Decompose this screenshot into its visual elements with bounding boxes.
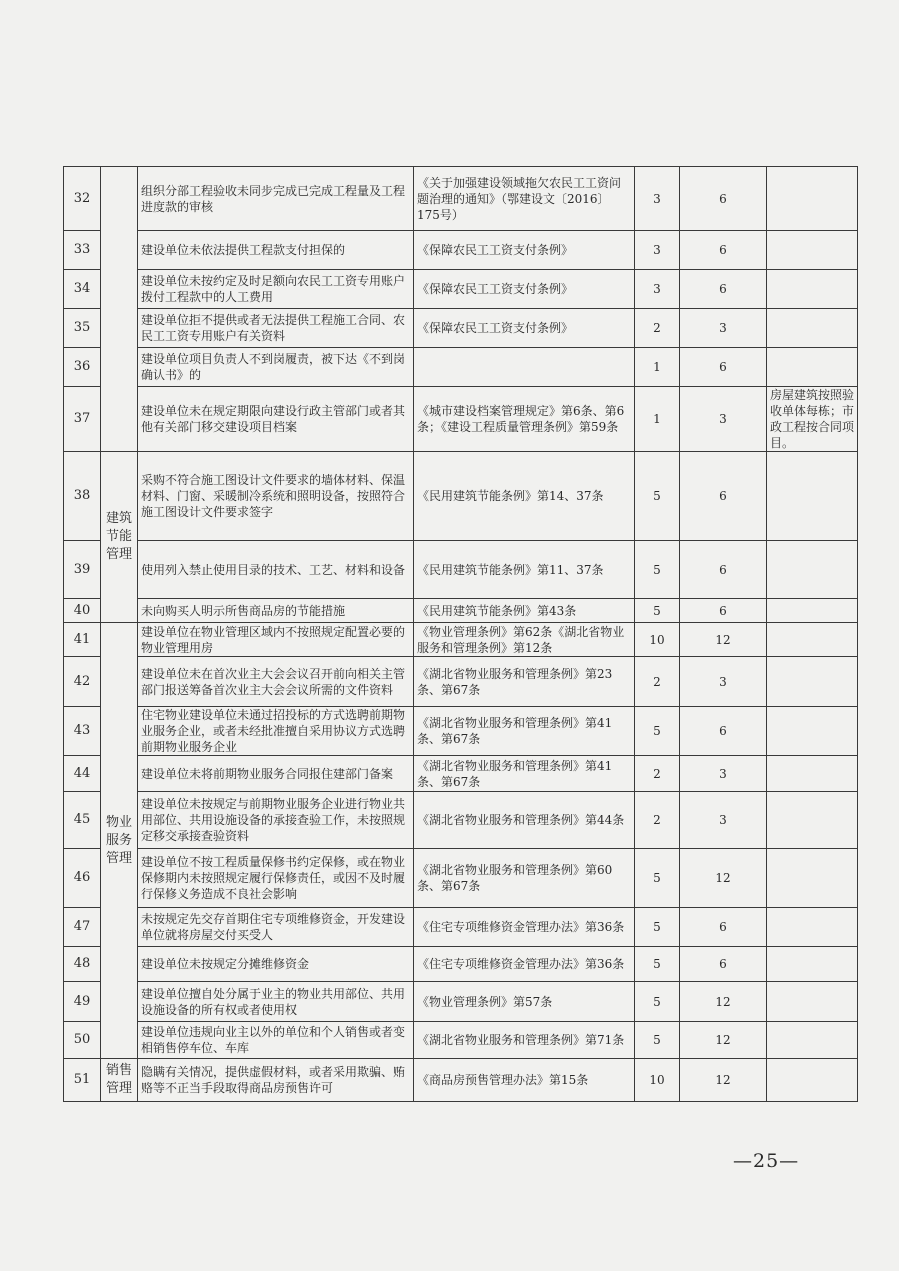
remark: [767, 541, 858, 599]
remark: [767, 657, 858, 707]
table-row: [64, 947, 858, 982]
remark: [767, 1022, 858, 1059]
violation-description: 建设单位未在规定期限向建设行政主管部门或者其他有关部门移交建设项目档案: [138, 387, 414, 452]
row-number: 32: [64, 167, 101, 231]
score-a: 2: [635, 657, 680, 707]
table-row: [64, 623, 858, 657]
remark: [767, 167, 858, 231]
table-row: [64, 452, 858, 541]
score-b: 6: [680, 947, 767, 982]
table-row: [64, 707, 858, 756]
remark: [767, 756, 858, 792]
legal-basis: 《保障农民工工资支付条例》: [414, 309, 635, 348]
remark: [767, 947, 858, 982]
row-number: 47: [64, 908, 101, 947]
legal-basis: 《城市建设档案管理规定》第6条、第6条；《建设工程质量管理条例》第59条: [414, 387, 635, 452]
legal-basis: 《民用建筑节能条例》第14、37条: [414, 452, 635, 541]
score-a: 5: [635, 707, 680, 756]
table-row: [64, 348, 858, 387]
row-number: 36: [64, 348, 101, 387]
legal-basis: 《物业管理条例》第62条《湖北省物业服务和管理条例》第12条: [414, 623, 635, 657]
remark: [767, 309, 858, 348]
row-number: 43: [64, 707, 101, 756]
violation-description: 建设单位未在首次业主大会会议召开前向相关主管部门报送筹备首次业主大会会议所需的文件资料: [138, 657, 414, 707]
row-number: 34: [64, 270, 101, 309]
score-a: 5: [635, 849, 680, 908]
violation-description: 建设单位不按工程质量保修书约定保修，或在物业保修期内未按照规定履行保修责任，或因不及时履行保修义务造成不良社会影响: [138, 849, 414, 908]
score-b: 3: [680, 756, 767, 792]
category-sales: 销售管理: [101, 1059, 138, 1102]
remark: [767, 1059, 858, 1102]
remark: 房屋建筑按照验收单体每栋；市政工程按合同项目。: [767, 387, 858, 452]
row-number: 49: [64, 982, 101, 1022]
score-b: 6: [680, 231, 767, 270]
legal-basis: 《湖北省物业服务和管理条例》第71条: [414, 1022, 635, 1059]
category-energy: 建筑节能管理: [101, 452, 138, 623]
table-row: [64, 270, 858, 309]
table-row: [64, 309, 858, 348]
score-a: 10: [635, 623, 680, 657]
row-number: 35: [64, 309, 101, 348]
violation-description: 组织分部工程验收未同步完成已完成工程量及工程进度款的审核: [138, 167, 414, 231]
score-b: 12: [680, 1059, 767, 1102]
legal-basis: 《湖北省物业服务和管理条例》第41条、第67条: [414, 707, 635, 756]
score-a: 5: [635, 452, 680, 541]
legal-basis: 《商品房预售管理办法》第15条: [414, 1059, 635, 1102]
score-b: 6: [680, 270, 767, 309]
violation-description: 住宅物业建设单位未通过招投标的方式选聘前期物业服务企业，或者未经批准擅自采用协议方式选聘前期物业服务企业: [138, 707, 414, 756]
row-number: 44: [64, 756, 101, 792]
score-a: 5: [635, 1022, 680, 1059]
row-number: 48: [64, 947, 101, 982]
violation-description: 建设单位未依法提供工程款支付担保的: [138, 231, 414, 270]
table-row: [64, 849, 858, 908]
score-b: 6: [680, 599, 767, 623]
table-row: [64, 756, 858, 792]
violation-description: 建设单位未按规定分摊维修资金: [138, 947, 414, 982]
score-b: 6: [680, 167, 767, 231]
score-b: 12: [680, 982, 767, 1022]
legal-basis: 《民用建筑节能条例》第11、37条: [414, 541, 635, 599]
score-a: 5: [635, 599, 680, 623]
remark: [767, 849, 858, 908]
score-b: 6: [680, 348, 767, 387]
remark: [767, 599, 858, 623]
violation-description: 建设单位项目负责人不到岗履责，被下达《不到岗确认书》的: [138, 348, 414, 387]
score-b: 3: [680, 387, 767, 452]
score-a: 5: [635, 541, 680, 599]
table-row: [64, 1059, 858, 1102]
violation-description: 建设单位擅自处分属于业主的物业共用部位、共用设施设备的所有权或者使用权: [138, 982, 414, 1022]
score-a: 2: [635, 309, 680, 348]
row-number: 37: [64, 387, 101, 452]
score-a: 5: [635, 908, 680, 947]
remark: [767, 707, 858, 756]
row-number: 40: [64, 599, 101, 623]
score-b: 3: [680, 309, 767, 348]
remark: [767, 270, 858, 309]
legal-basis: 《住宅专项维修资金管理办法》第36条: [414, 947, 635, 982]
page-number: —25—: [733, 1150, 800, 1172]
violation-description: 建设单位未将前期物业服务合同报住建部门备案: [138, 756, 414, 792]
row-number: 46: [64, 849, 101, 908]
category-cell: [101, 167, 138, 452]
violation-description: 隐瞒有关情况，提供虚假材料，或者采用欺骗、贿赂等不正当手段取得商品房预售许可: [138, 1059, 414, 1102]
row-number: 38: [64, 452, 101, 541]
legal-basis: 《保障农民工工资支付条例》: [414, 231, 635, 270]
violation-description: 建设单位未按约定及时足额向农民工工资专用账户拨付工程款中的人工费用: [138, 270, 414, 309]
violation-description: 建设单位拒不提供或者无法提供工程施工合同、农民工工资专用账户有关资料: [138, 309, 414, 348]
row-number: 45: [64, 792, 101, 849]
score-a: 1: [635, 348, 680, 387]
legal-basis: 《湖北省物业服务和管理条例》第44条: [414, 792, 635, 849]
violation-description: 建设单位未按规定与前期物业服务企业进行物业共用部位、共用设施设备的承接查验工作，未按照规定移交承接查验资料: [138, 792, 414, 849]
score-a: 5: [635, 982, 680, 1022]
score-b: 12: [680, 849, 767, 908]
table-row: [64, 541, 858, 599]
score-a: 3: [635, 167, 680, 231]
table-row: [64, 167, 858, 231]
legal-basis: 《关于加强建设领域拖欠农民工工资问题治理的通知》（鄂建设文〔2016〕175号）: [414, 167, 635, 231]
remark: [767, 623, 858, 657]
category-property: 物业服务管理: [101, 623, 138, 1059]
score-b: 6: [680, 908, 767, 947]
legal-basis: 《湖北省物业服务和管理条例》第60条、第67条: [414, 849, 635, 908]
row-number: 41: [64, 623, 101, 657]
score-a: 2: [635, 756, 680, 792]
violation-description: 未按规定先交存首期住宅专项维修资金，开发建设单位就将房屋交付买受人: [138, 908, 414, 947]
row-number: 42: [64, 657, 101, 707]
score-b: 6: [680, 707, 767, 756]
remark: [767, 792, 858, 849]
remark: [767, 452, 858, 541]
score-b: 3: [680, 792, 767, 849]
table-row: [64, 231, 858, 270]
score-b: 12: [680, 1022, 767, 1059]
score-a: 10: [635, 1059, 680, 1102]
score-b: 12: [680, 623, 767, 657]
table-row: [64, 1022, 858, 1059]
table-row: [64, 982, 858, 1022]
violation-description: 建设单位在物业管理区域内不按照规定配置必要的物业管理用房: [138, 623, 414, 657]
remark: [767, 348, 858, 387]
violation-description: 使用列入禁止使用目录的技术、工艺、材料和设备: [138, 541, 414, 599]
legal-basis: 《湖北省物业服务和管理条例》第41条、第67条: [414, 756, 635, 792]
legal-basis: [414, 348, 635, 387]
legal-basis: 《民用建筑节能条例》第43条: [414, 599, 635, 623]
score-a: 1: [635, 387, 680, 452]
table-row: [64, 657, 858, 707]
violation-description: 建设单位违规向业主以外的单位和个人销售或者变相销售停车位、车库: [138, 1022, 414, 1059]
score-b: 6: [680, 541, 767, 599]
score-a: 2: [635, 792, 680, 849]
table-row: [64, 908, 858, 947]
table-row: [64, 387, 858, 452]
score-b: 3: [680, 657, 767, 707]
row-number: 50: [64, 1022, 101, 1059]
row-number: 39: [64, 541, 101, 599]
score-a: 5: [635, 947, 680, 982]
remark: [767, 982, 858, 1022]
violation-description: 未向购买人明示所售商品房的节能措施: [138, 599, 414, 623]
score-b: 6: [680, 452, 767, 541]
score-a: 3: [635, 270, 680, 309]
table-row: [64, 792, 858, 849]
legal-basis: 《保障农民工工资支付条例》: [414, 270, 635, 309]
row-number: 51: [64, 1059, 101, 1102]
score-a: 3: [635, 231, 680, 270]
legal-basis: 《湖北省物业服务和管理条例》第23条、第67条: [414, 657, 635, 707]
legal-basis: 《住宅专项维修资金管理办法》第36条: [414, 908, 635, 947]
remark: [767, 231, 858, 270]
violation-description: 采购不符合施工图设计文件要求的墙体材料、保温材料、门窗、采暖制冷系统和照明设备，按照符合施工图设计文件要求签字: [138, 452, 414, 541]
legal-basis: 《物业管理条例》第57条: [414, 982, 635, 1022]
remark: [767, 908, 858, 947]
penalty-table: [63, 166, 858, 1102]
table-row: [64, 599, 858, 623]
row-number: 33: [64, 231, 101, 270]
